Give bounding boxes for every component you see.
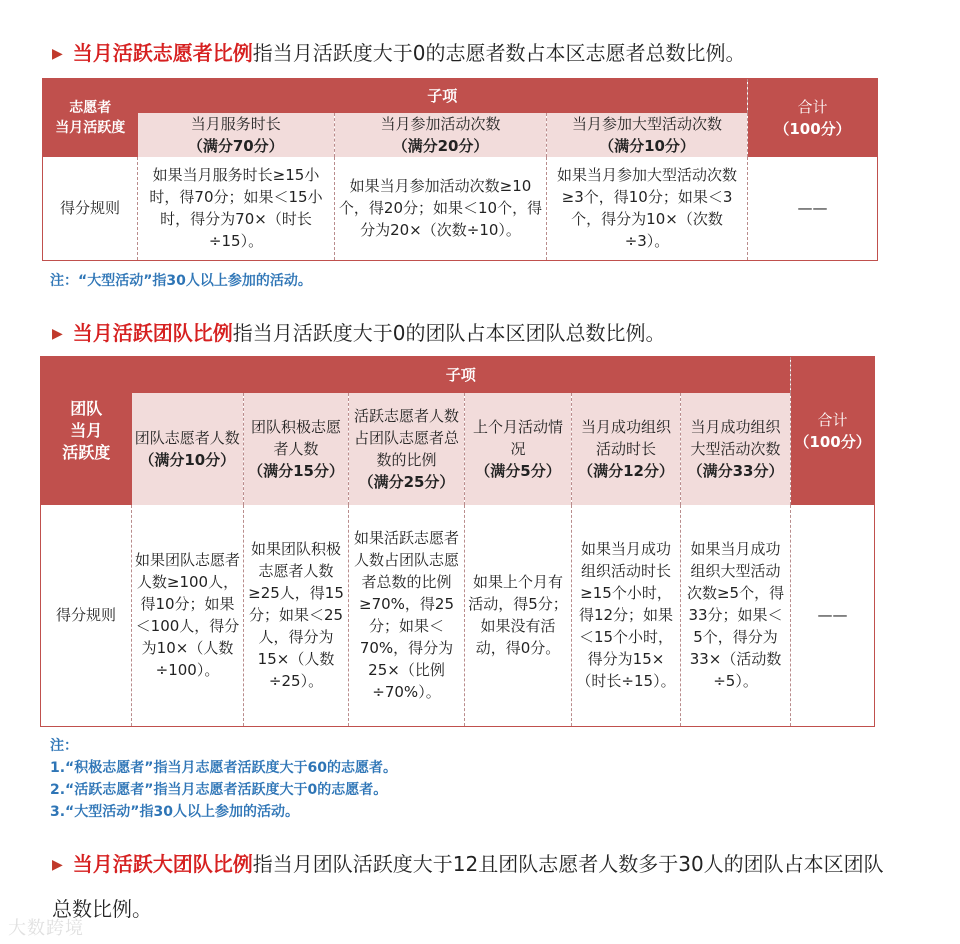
t2-rule-4: 如果上个月有活动，得5分；如果没有活动，得0分。 [465, 505, 572, 727]
bullet-triangle-icon: ▶ [52, 46, 63, 62]
t1-row-label: 得分规则 [43, 157, 138, 261]
t1-item-2-score: （满分20分） [392, 136, 489, 155]
watermark-logo [8, 914, 84, 940]
t2-col-header [41, 357, 132, 505]
t2-total-rule: —— [817, 606, 848, 625]
section2-notes [50, 735, 397, 823]
section1-title-text: 指当月活跃度大于0的志愿者数占本区志愿者总数比例。 [252, 41, 746, 65]
team-activity-table [40, 356, 875, 727]
t1-item-3-score: （满分10分） [599, 136, 695, 155]
t1-item-3-name: 当月参加大型活动次数 [571, 114, 722, 133]
t1-total-rule: —— [797, 199, 828, 218]
t2-rule-3: 如果活跃志愿者人数占团队志愿者总数的比例≥70%，得25分；如果＜70%，得分为25×（比例÷70%）。 [349, 505, 465, 727]
t2-item-3 [349, 393, 465, 505]
t2-item-4-score: （满分5分） [475, 461, 561, 480]
t2-col-header-text: 团队 当月 活跃度 [62, 398, 111, 462]
t2-item-2-name: 团队积极志愿者人数 [250, 417, 341, 458]
t2-item-1-name: 团队志愿者人数 [134, 428, 240, 447]
t2-item-4 [465, 393, 572, 505]
t2-item-5 [572, 393, 681, 505]
t2-item-1 [132, 393, 244, 505]
section3-title-text: 指当月团队活跃度大于12且团队志愿者人数多于30人的团队占本区团队总数比例。 [52, 852, 884, 921]
t1-total-header [748, 79, 878, 157]
t2-item-5-name: 当月成功组织活动时长 [580, 417, 671, 458]
t2-total-label: 合计 [817, 410, 848, 429]
t2-item-1-score: （满分10分） [139, 450, 236, 469]
t1-total-score: （100分） [774, 119, 851, 138]
t2-item-6-score: （满分33分） [687, 461, 784, 480]
t2-rule-6: 如果当月成功组织大型活动次数≥5个，得33分；如果＜5个，得分为33×（活动数÷5）。 [681, 505, 791, 727]
section3-title-highlight: 当月活跃大团队比例 [72, 852, 253, 876]
t2-rule-5: 如果当月成功组织活动时长≥15个小时，得12分；如果＜15个小时，得分为15×（时长÷15）。 [572, 505, 681, 727]
t1-col-header [43, 79, 138, 157]
t1-col-header-text: 志愿者 当月活跃度 [55, 99, 126, 136]
t2-total-header [791, 357, 875, 505]
section1-title-highlight: 当月活跃志愿者比例 [72, 41, 253, 65]
t2-item-6-name: 当月成功组织大型活动次数 [690, 417, 781, 458]
t2-rule-1: 如果团队志愿者人数≥100人，得10分；如果＜100人，得分为10×（人数÷100）。 [132, 505, 244, 727]
section2-note-heading: 注： [50, 738, 78, 754]
t1-item-1 [138, 113, 335, 157]
t1-item-2-name: 当月参加活动次数 [380, 114, 501, 133]
t2-total-score: （100分） [794, 432, 871, 451]
section2-heading [52, 320, 666, 347]
section1-note [50, 270, 312, 292]
t1-rule-2: 如果当月参加活动次数≥10个，得20分；如果＜10个，得分为20×（次数÷10）。 [335, 157, 547, 261]
section2-note-2: 2.“活跃志愿者”指当月志愿者活跃度大于0的志愿者。 [50, 782, 388, 798]
section2-note-1: 1.“积极志愿者”指当月志愿者活跃度大于60的志愿者。 [50, 760, 397, 776]
section2-title-highlight: 当月活跃团队比例 [72, 321, 233, 345]
volunteer-activity-table [42, 78, 878, 261]
section1-note-text: 注：“大型活动”指30人以上参加的活动。 [50, 273, 312, 289]
t1-item-1-name: 当月服务时长 [190, 114, 281, 133]
t2-item-3-name: 活跃志愿者人数占团队志愿者总数的比例 [353, 406, 459, 469]
section2-note-3: 3.“大型活动”指30人以上参加的活动。 [50, 804, 299, 820]
t1-rule-3: 如果当月参加大型活动次数≥3个，得10分；如果＜3个，得分为10×（次数÷3）。 [547, 157, 748, 261]
section2-title-text: 指当月活跃度大于0的团队占本区团队总数比例。 [232, 321, 666, 345]
bullet-triangle-icon: ▶ [52, 326, 63, 342]
t2-item-4-name: 上个月活动情况 [472, 417, 563, 458]
t2-item-3-score: （满分25分） [358, 472, 455, 491]
t2-row-label: 得分规则 [41, 505, 132, 727]
t1-item-1-score: （满分70分） [187, 136, 284, 155]
t1-total-label: 合计 [797, 97, 828, 116]
t2-item-5-score: （满分12分） [578, 461, 674, 480]
t2-item-6 [681, 393, 791, 505]
section3-heading [52, 842, 892, 931]
t2-rule-2: 如果团队积极志愿者人数≥25人，得15分；如果＜25人，得分为15×（人数÷25）。 [244, 505, 349, 727]
t1-group-header: 子项 [138, 79, 748, 113]
watermark-text: 大数跨境 [8, 918, 84, 939]
t1-rule-1: 如果当月服务时长≥15小时，得70分；如果＜15小时，得分为70×（时长÷15）。 [138, 157, 335, 261]
t1-item-3 [547, 113, 748, 157]
t2-item-2 [244, 393, 349, 505]
t2-group-header: 子项 [132, 357, 791, 393]
t1-item-2 [335, 113, 547, 157]
bullet-triangle-icon: ▶ [52, 857, 63, 873]
t2-item-2-score: （满分15分） [248, 461, 344, 480]
section1-heading [52, 40, 746, 67]
